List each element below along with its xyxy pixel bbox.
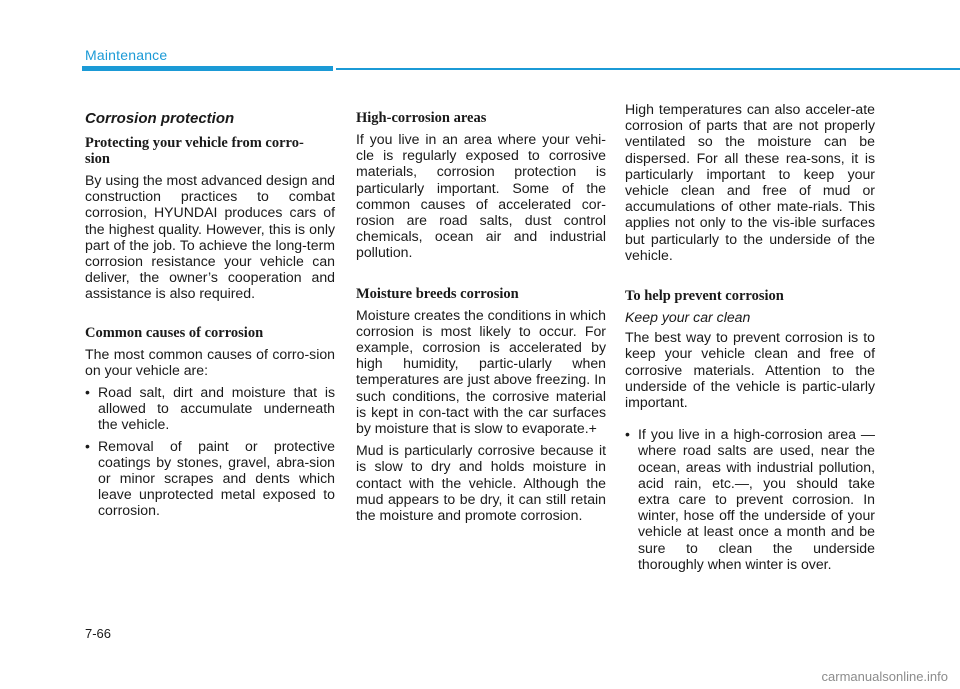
page-number: 7-66 (85, 626, 112, 641)
subheading-moisture: Moisture breeds corrosion (356, 285, 519, 302)
paragraph-mud: Mud is particularly corrosive because it is slow to dry and holds moisture in contact with the vehicle. Although the mud appears to be dry, it can still retain the moisture and promote corrosion. (356, 442, 606, 524)
causes-list (85, 384, 335, 519)
section-heading: Corrosion protection (85, 110, 235, 127)
list-item: • If you live in a high-corrosion area — where road salts are used, near the ocean, areas with industrial pollution, acid rain, etc.—, you should take extra care to prevent corrosion. In winter, hose off the underside of your vehicle at least once a month and be sure to clean the underside thoroughly when winter is over. (625, 426, 875, 572)
section-header-title: Maintenance (85, 47, 168, 63)
paragraph-high-corrosion: If you live in an area where your vehi-cle is regularly exposed to corrosive materials, corrosion protection is particularly important. Some of the common causes of accelerated cor-rosion are road salts, dust control chemicals, ocean air and industrial pollution. (356, 131, 606, 261)
bullet-icon: • (85, 437, 90, 454)
subheading-high-corrosion: High-corrosion areas (356, 110, 487, 126)
bullet-icon: • (85, 384, 90, 401)
column-right (625, 101, 875, 577)
column-middle (356, 110, 606, 526)
subheading-common-causes: Common causes of corrosion (85, 324, 264, 341)
paragraph-causes: The most common causes of corro-sion on your vehicle are: (85, 345, 335, 378)
list-item: • Road salt, dirt and moisture that is allowed to accumulate underneath the vehicle. (85, 384, 335, 433)
prevent-list (625, 426, 875, 572)
subheading-keep-clean: Keep your car clean (625, 309, 751, 326)
paragraph-moisture: Moisture creates the conditions in which corrosion is most likely to occur. For example, corrosion is accelerated by high humidity, partic-ularly when temperatures are just above freezing. In such conditions, the corrosive material is kept in con-tact with the car surfaces by moisture that is slow to evaporate.+ (356, 306, 606, 437)
paragraph-keep-clean: The best way to prevent corrosion is to keep your vehicle clean and free of corrosive materials. Attention to the underside of the vehicle is partic-ularly important. (625, 329, 875, 411)
subheading-protecting: Protecting your vehicle from corro- sion (85, 135, 304, 167)
subheading-help-prevent: To help prevent corrosion (625, 288, 784, 305)
column-left (85, 110, 335, 524)
list-item: • Removal of paint or protective coatings by stones, gravel, abra-sion or minor scrapes and dents which leave unprotected metal exposed to corrosion. (85, 437, 335, 519)
watermark-text: carmanualsonline.info (821, 669, 948, 684)
header-rule-thin (336, 68, 960, 70)
header-rule-thick (82, 66, 333, 71)
paragraph-intro: By using the most advanced design and construction practices to combat corrosion, HYUNDAI produces cars of the highest quality. However, this is only part of the job. To achieve the long-term corrosion resistance your vehicle can deliver, the owner’s cooperation and assistance is also required. (85, 172, 335, 302)
paragraph-high-temperatures: High temperatures can also acceler-ate corrosion of parts that are not properly ventilated so the moisture can be dispersed. For all these rea-sons, it is particularly important to keep your vehicle clean and free of mud or accumulations of other mate-rials. This applies not only to the vis-ible surfaces but particularly to the underside of the vehicle. (625, 101, 875, 263)
bullet-icon: • (625, 426, 630, 443)
